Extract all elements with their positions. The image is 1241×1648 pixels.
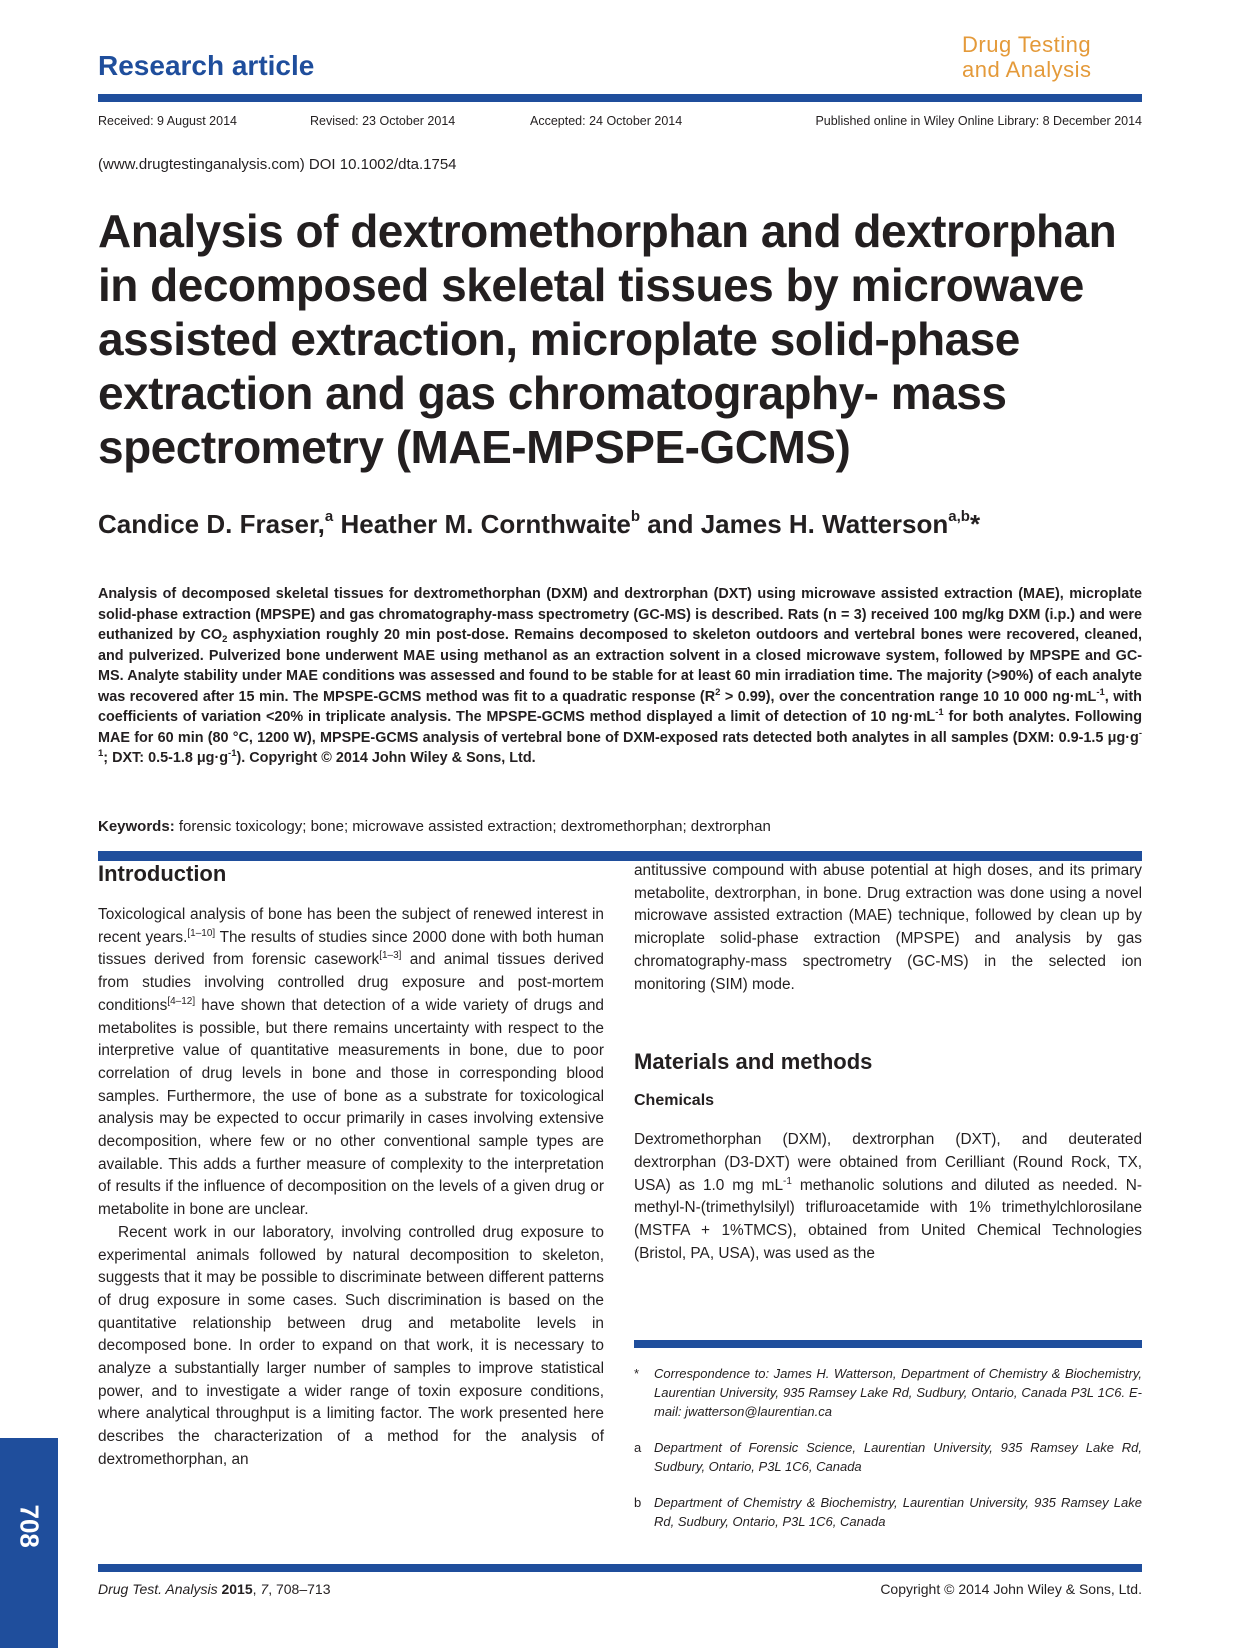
superscript: -1 xyxy=(1096,686,1105,698)
abstract-text: Analysis of decomposed skeletal tissues for dextromethorphan (DXM) and dextrorphan (DXT) using microwave assisted extraction (MAE), microplate solid-phase extraction (MPSPE) and gas chromatography-mass spectrometry (GC-MS) is described. Rats (n = 3) received 100 mg/kg DXM (i.p.) and were euthanized by CO xyxy=(98,586,1142,643)
keywords-list: forensic toxicology; bone; microwave assisted extraction; dextromethorphan; dextrorphan xyxy=(178,818,771,835)
abstract-text: ; DXT: 0.5-1.8 μg·g xyxy=(103,750,229,766)
footer-copyright: Copyright © 2014 John Wiley & Sons, Ltd. xyxy=(880,1581,1142,1597)
affiliation-mark: b xyxy=(630,508,641,525)
publication-year: 2015 xyxy=(221,1581,253,1597)
methods-heading: Materials and methods xyxy=(634,1049,873,1075)
citation-info: Drug Test. Analysis 2015, 7, 708–713 xyxy=(98,1581,331,1597)
keywords-label: Keywords: xyxy=(98,818,175,835)
author-fraser: Candice D. Fraser, xyxy=(98,509,325,539)
revised-date: Revised: 23 October 2014 xyxy=(310,114,456,128)
body-text: Dextromethorphan (DXM), dextrorphan (DXT), and deuterated dextrorphan (D3-DXT) were obtained from Cerilliant (Round Rock, TX, USA) as 1.0 mg mL xyxy=(634,1131,1142,1194)
abstract-text: , with coefficients of variation <20% in triplicate analysis. The MPSPE-GCMS method displayed a limit of detection of 10 ng·mL xyxy=(98,688,1142,725)
footnotes xyxy=(634,1364,1142,1548)
accepted-date: Accepted: 24 October 2014 xyxy=(530,114,683,128)
volume: 7 xyxy=(260,1581,269,1597)
subscript: 2 xyxy=(222,634,228,645)
footnote-correspondence xyxy=(634,1364,1142,1421)
citation-link[interactable]: [4–12] xyxy=(167,995,196,1007)
body-text: and animal tissues derived from studies involving controlled drug exposure and post-mortem conditions xyxy=(98,951,604,1014)
article-title: Analysis of dextromethorphan and dextrorphan in decomposed skeletal tissues by microwave assisted extraction, microplate solid-phase extraction and gas chromatography- mass spectrometry (MAE-MPSPE-GCMS) xyxy=(98,205,1117,473)
footnote-mark: b xyxy=(634,1495,642,1510)
chemicals-paragraph xyxy=(634,1129,1142,1265)
superscript: -1 xyxy=(98,727,1142,759)
chemicals-subheading: Chemicals xyxy=(634,1092,715,1110)
body-text: Toxicological analysis of bone has been the subject of renewed interest in recent years. xyxy=(98,906,604,946)
introduction-paragraph-1 xyxy=(98,904,604,1222)
abstract-text: asphyxiation roughly 20 min post-dose. Remains decomposed to skeleton outdoors and vertebral bones were recovered, cleaned, and pulverized. Pulverized bone underwent MAE using methanol as an extraction solvent in a closed microwave system, followed by MPSPE and GC-MS. Analyte stability under MAE conditions was assessed and found to be stable for at least 60 min irradiation time. The majority (>90%) of each analyte was recovered after 15 min. The MPSPE-GCMS method was fit to a quadratic response (R xyxy=(98,627,1142,705)
author-conjunction: and xyxy=(647,509,694,539)
received-date: Received: 9 August 2014 xyxy=(98,114,237,128)
abstract xyxy=(98,584,1142,769)
footnote-rule xyxy=(634,1340,1142,1348)
footnote-text: Department of Forensic Science, Laurentian University, 935 Ramsey Lake Rd, Sudbury, Ontario, P3L 1C6, Canada xyxy=(654,1440,1142,1474)
journal-brand[interactable] xyxy=(962,32,1142,82)
superscript: 2 xyxy=(715,686,721,698)
left-column xyxy=(98,861,604,1472)
superscript: -1 xyxy=(783,1175,792,1187)
corresponding-author-mark: * xyxy=(969,509,981,539)
footnote-text: Correspondence to: James H. Watterson, Department of Chemistry & Biochemistry, Laurentian University, 935 Ramsey Lake Rd, Sudbury, Ontario, Canada P3L 1C6. E-mail: jwatterson@laurentian.ca xyxy=(654,1366,1142,1419)
superscript: -1 xyxy=(935,707,944,718)
footnote-text: Department of Chemistry & Biochemistry, Laurentian University, 935 Ramsey Lake Rd, Sudbury, Ontario, P3L 1C6, Canada xyxy=(654,1495,1142,1529)
journal-name-line1: Drug Testing xyxy=(962,32,1092,57)
doi-link[interactable]: (www.drugtestinganalysis.com) DOI 10.1002/dta.1754 xyxy=(98,156,457,173)
journal-abbrev: Drug Test. Analysis xyxy=(98,1581,218,1597)
affiliation-mark: a xyxy=(324,508,334,525)
right-column xyxy=(634,862,1142,1265)
footnote-mark: a xyxy=(634,1440,642,1455)
citation-link[interactable]: [1–10] xyxy=(187,927,216,939)
page-number: 708 xyxy=(14,1504,45,1548)
section-label: Research article xyxy=(98,50,315,81)
introduction-paragraph-3: antitussive compound with abuse potential at high doses, and its primary metabolite, dextrorphan, in bone. Drug extraction was done using a novel microwave assisted extraction (MAE) technique, followed by clean up by microplate solid-phase extraction (MPSPE) and analysis by gas chromatography-mass spectrometry (GC-MS) in the selected ion monitoring (SIM) mode. xyxy=(634,862,1142,993)
author-watterson: James H. Watterson xyxy=(700,509,949,539)
footnote-mark: * xyxy=(634,1366,640,1381)
published-date: Published online in Wiley Online Library: 8 December 2014 xyxy=(815,114,1142,128)
page-range: , 708–713 xyxy=(268,1581,331,1597)
journal-name-line2: and Analysis xyxy=(962,57,1092,82)
author-list xyxy=(98,508,1142,540)
abstract-text: for both analytes. Following MAE for 60 min (80 °C, 1200 W), MPSPE-GCMS analysis of vertebral bone of DXM-exposed rats detected both analytes in all samples (DXM: 0.9-1.5 μg·g xyxy=(98,709,1142,746)
keywords xyxy=(98,818,1142,835)
body-text: methanolic solutions and diluted as needed. N-methyl-N-(trimethylsilyl) trifluroacetamide with 1% trimethylchlorosilane (MSTFA + 1%TMCS), obtained from United Chemical Technologies (Bristol, PA, USA), was used as the xyxy=(634,1176,1142,1262)
superscript: -1 xyxy=(228,748,237,759)
affiliation-mark: a,b xyxy=(948,508,970,525)
page-number-tab xyxy=(0,1438,58,1648)
footnote-affiliation-a xyxy=(634,1438,1142,1476)
citation-link[interactable]: [1–3] xyxy=(379,950,402,962)
abstract-text: > 0.99), over the concentration range 10 10 000 ng·mL xyxy=(720,688,1097,705)
author-cornthwaite: Heather M. Cornthwaite xyxy=(340,509,631,539)
body-text: The results of studies since 2000 done with both human tissues derived from forensic casework xyxy=(98,928,604,969)
abstract-text: ). Copyright © 2014 John Wiley & Sons, Ltd. xyxy=(236,750,536,766)
footer-rule xyxy=(98,1564,1142,1572)
footnote-affiliation-b xyxy=(634,1493,1142,1531)
header-rule xyxy=(98,94,1142,102)
body-text: have shown that detection of a wide variety of drugs and metabolites is possible, but there remains uncertainty with respect to the interpretive value of quantitative measurements in bone, due to poor correlation of drug levels in bone and those in corresponding blood samples. Furthermore, the use of bone as a substrate for toxicological analysis may be expected to occur primarily in cases involving extensive decomposition, where few or no other conventional sample types are available. This adds a further measure of complexity to the interpretation of results if the influence of decomposition on the levels of a given drug or metabolite in bone are unclear. xyxy=(98,996,604,1219)
introduction-heading: Introduction xyxy=(98,861,227,886)
introduction-paragraph-2: Recent work in our laboratory, involving controlled drug exposure to experimental animals followed by natural decomposition to skeleton, suggests that it may be possible to discriminate between different patterns of drug exposure in some cases. Such discrimination is based on the quantitative relationship between drug and metabolite levels in decomposed bone. In order to expand on that work, it is necessary to analyze a substantially larger number of samples to improve statistical power, and to investigate a wider range of toxin exposure conditions, where analytical throughput is a limiting factor. The work presented here describes the characterization of a method for the analysis of dextromethorphan, an xyxy=(98,1223,604,1468)
